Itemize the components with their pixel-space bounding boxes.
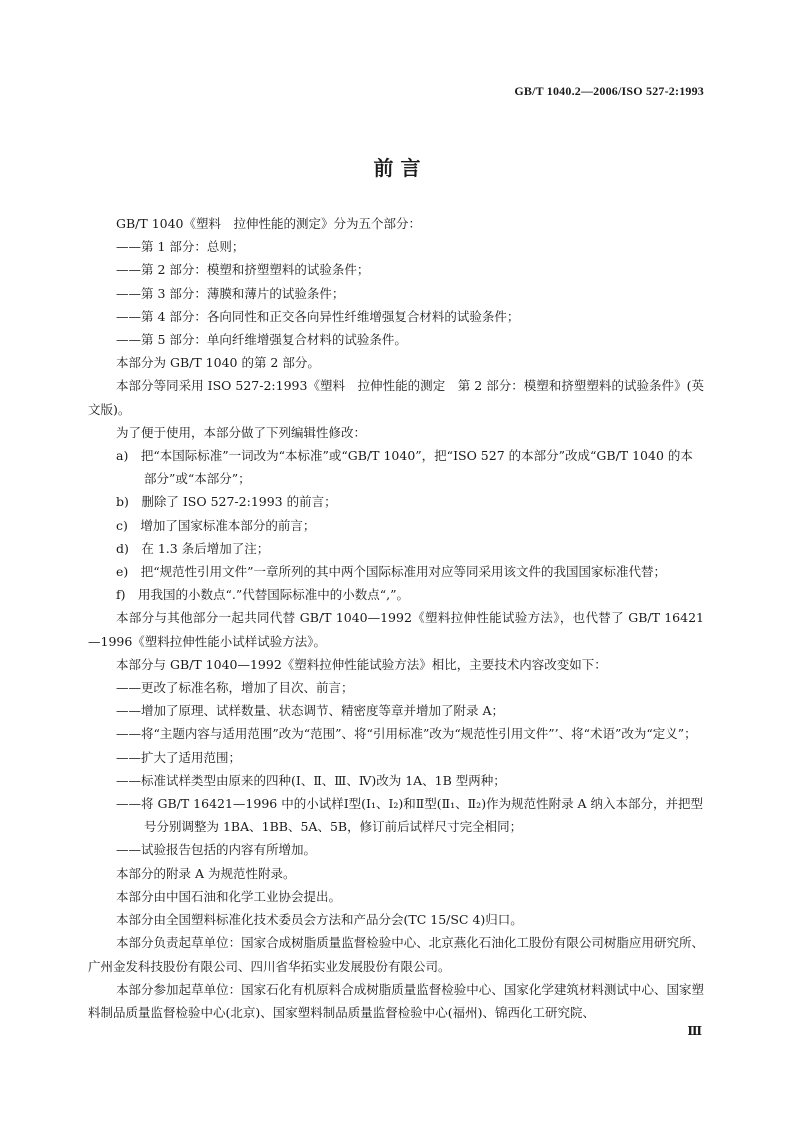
paragraph: 本部分的附录 A 为规范性附录。 xyxy=(116,865,296,881)
paragraph: 本部分与 GB/T 1040—1992《塑料拉伸性能试验方法》相比，主要技术内容改变如下： xyxy=(116,656,607,672)
list-item-part: ——第 5 部分：单向纤维增强复合材料的试验条件。 xyxy=(116,332,407,348)
list-item-change: ——将“主题内容与适用范围”改为“范围”、将“引用标准”改为“规范性引用文件”’、将“术语”改为“定义”； xyxy=(116,726,697,742)
list-item-change: ——增加了原理、试样数量、状态调节、精密度等章并增加了附录 A； xyxy=(116,703,505,719)
paragraph: 本部分参加起草单位：国家石化有机原料合成树脂质量监督检验中心、国家化学建筑材料测试中心、国家塑料制品质量监督检验中心(北京)、国家塑料制品质量监督检验中心(福州)、锦西化工研究院、 xyxy=(88,981,704,1020)
paragraph: 本部分由全国塑料标准化技术委员会方法和产品分会(TC 15/SC 4)归口。 xyxy=(116,912,523,928)
list-item-change: ——标准试样类型由原来的四种(Ⅰ、Ⅱ、Ⅲ、Ⅳ)改为 1A、1B 型两种； xyxy=(116,772,506,788)
list-item-edit: d) 在 1.3 条后增加了注； xyxy=(116,540,270,556)
page-number: Ⅲ xyxy=(687,1024,702,1038)
paragraph: 本部分由中国石油和化学工业协会提出。 xyxy=(116,888,342,904)
paragraph-intro: GB/T 1040《塑料 拉伸性能的测定》分为五个部分： xyxy=(116,216,422,231)
paragraph: 本部分等同采用 ISO 527-2:1993《塑料 拉伸性能的测定 第 2 部分：模塑和挤塑塑料的试验条件》(英文版)。 xyxy=(88,378,704,417)
list-item-change: ——扩大了适用范围； xyxy=(116,749,242,765)
list-item-change: ——将 GB/T 16421—1996 中的小试样Ⅰ型(Ⅰ₁、Ⅰ₂)和Ⅱ型(Ⅱ₁、Ⅱ₂)作为规范性附录 A 纳入本部分，并把型号分别调整为 1BA、1BB、5A、5B，修订前后试样尺寸完全相同； xyxy=(116,796,704,835)
paragraph: 为了便于使用，本部分做了下列编辑性修改： xyxy=(116,424,367,440)
list-item-part: ——第 3 部分：薄膜和薄片的试验条件； xyxy=(116,285,345,301)
paragraph: 本部分负责起草单位：国家合成树脂质量监督检验中心、北京燕化石油化工股份有限公司树脂应用研究所、广州金发科技股份有限公司、四川省华拓实业发展股份有限公司。 xyxy=(88,935,704,974)
list-item-edit: e) 把“规范性引用文件”一章所列的其中两个国际标准用对应等同采用该文件的我国国家标准代替； xyxy=(116,564,667,580)
list-item-change: ——试验报告包括的内容有所增加。 xyxy=(116,842,317,858)
paragraph: 本部分为 GB/T 1040 的第 2 部分。 xyxy=(116,355,320,371)
paragraph: 本部分与其他部分一起共同代替 GB/T 1040—1992《塑料拉伸性能试验方法》，也代替了 GB/T 16421—1996《塑料拉伸性能小试样试验方法》。 xyxy=(88,610,704,649)
list-item-part: ——第 4 部分：各向同性和正交各向异性纤维增强复合材料的试验条件； xyxy=(116,308,520,324)
list-item-edit: c) 增加了国家标准本部分的前言； xyxy=(116,517,316,533)
page-title: 前 言 xyxy=(373,156,421,180)
list-item-part: ——第 2 部分：模塑和挤塑塑料的试验条件； xyxy=(116,262,370,278)
list-item-edit: a) 把“本国际标准”一词改为“本标准”或“GB/T 1040”，把“ISO 527 的本部分”改成“GB/T 1040 的本部分”或“本部分”； xyxy=(116,448,693,487)
list-item-edit: b) 删除了 ISO 527-2:1993 的前言； xyxy=(116,494,337,510)
list-item-edit: f) 用我国的小数点“.”代替国际标准中的小数点“,”。 xyxy=(116,587,410,603)
foreword-body xyxy=(88,212,704,1024)
list-item-change: ——更改了标准名称，增加了目次、前言； xyxy=(116,680,354,696)
standard-code-header: GB/T 1040.2—2006/ISO 527-2:1993 xyxy=(514,84,704,98)
list-item-part: ——第 1 部分：总则； xyxy=(116,239,245,255)
